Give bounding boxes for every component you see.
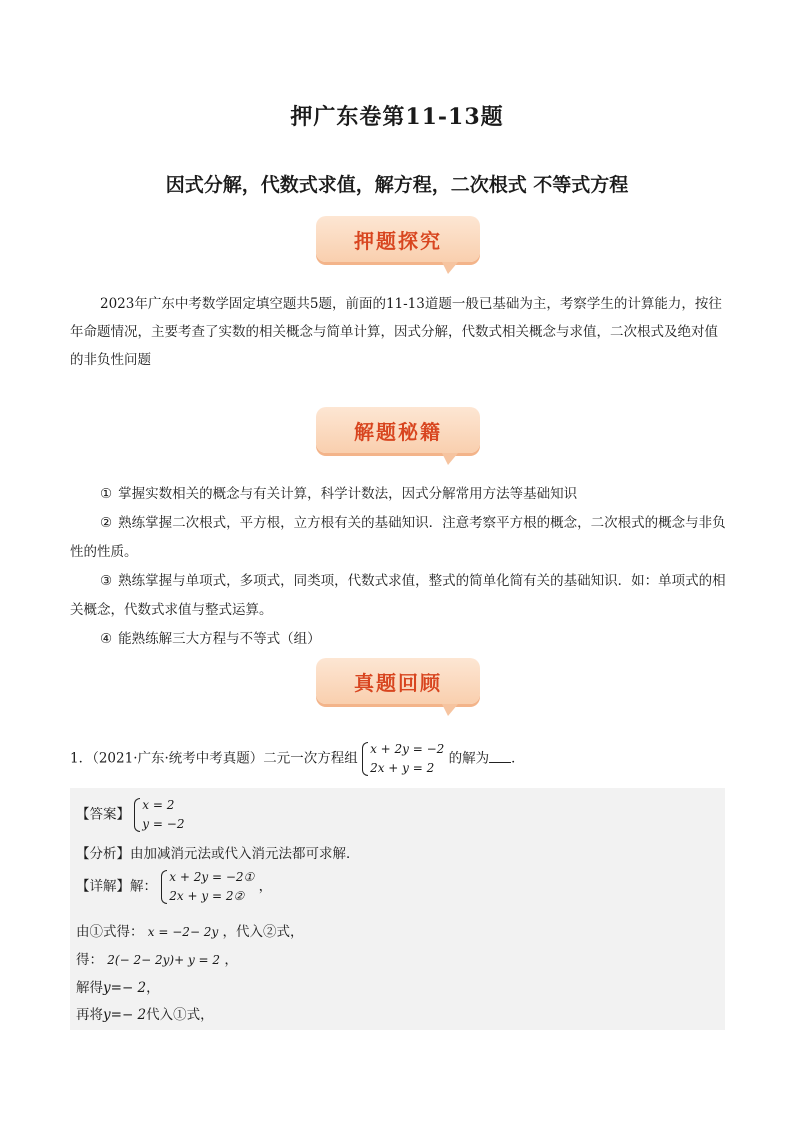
analysis-tag: 【分析】 (76, 846, 130, 862)
answer-line (76, 796, 184, 834)
detail-line (76, 868, 272, 906)
step-line (76, 948, 238, 968)
step-text: ， (146, 980, 160, 996)
tip-item (70, 509, 726, 567)
step-math: y=− 2 (103, 1007, 147, 1023)
equation-line: 2x + y = 2 (370, 761, 435, 775)
question-prefix: 1．（2021·广东·统考中考真题）二元一次方程组 (70, 750, 358, 767)
step-text: ， (224, 952, 238, 968)
page-title: 押广东卷第11-13题 (290, 104, 504, 130)
detail-prefix: 解： (130, 878, 157, 895)
tip-text: 熟练掌握与单项式，多项式，同类项，代数式求值，整式的简单化简有关的基础知识．如：单项式的相关概念，代数式求值与整式运算。 (70, 573, 726, 618)
answer-system (134, 796, 184, 834)
step-text: 解得 (76, 980, 103, 996)
banner-explore (316, 216, 480, 262)
banner-tail (442, 262, 458, 274)
tip-item (70, 625, 726, 654)
answer-blank (489, 762, 511, 763)
tip-text: 能熟练解三大方程与不等式（组） (118, 631, 321, 647)
step-line (76, 920, 304, 940)
answer-eq: y = −2 (142, 817, 185, 831)
analysis-line (76, 842, 360, 862)
step-text: ，代入②式， (222, 924, 304, 940)
banner-tail (442, 453, 458, 465)
tip-number: ① (100, 486, 113, 502)
answer-section (70, 788, 725, 1030)
banner-secrets (316, 407, 480, 453)
page-subtitle: 因式分解，代数式求值，解方程，二次根式 不等式方程 (165, 174, 629, 196)
equation-line: x + 2y = −2 (370, 742, 445, 756)
detail-system (161, 868, 254, 906)
question-end: ． (511, 750, 525, 767)
banner-review (316, 658, 480, 704)
answer-eq: x = 2 (142, 798, 175, 812)
detail-eq: x + 2y = −2① (169, 870, 255, 884)
tip-number: ③ (100, 573, 113, 589)
answer-tag: 【答案】 (76, 806, 130, 823)
intro-paragraph: 2023年广东中考数学固定填空题共5题，前面的11-13道题一般已基础为主，考察学生的计算能力，按往年命题情况，主要考查了实数的相关概念与简单计算，因式分解，代数式相关概念与求值，二次根式及绝对值的非负性问题 (70, 296, 722, 368)
step-line (76, 976, 160, 996)
banner-explore-label: 押题探究 (354, 228, 442, 253)
step-math: y=− 2 (103, 980, 147, 996)
banner-review-label: 真题回顾 (354, 670, 442, 695)
step-math: 2(− 2− 2y)+ y = 2 (107, 953, 221, 967)
detail-tag: 【详解】 (76, 878, 130, 895)
tip-number: ② (100, 515, 113, 531)
step-text: 由①式得： (76, 924, 144, 940)
detail-suffix: ， (258, 878, 273, 895)
question-suffix: 的解为 (448, 750, 490, 767)
tip-item (70, 567, 726, 625)
step-math: x = −2− 2y (147, 925, 219, 939)
detail-eq: 2x + y = 2② (169, 889, 245, 903)
banner-secrets-label: 解题秘籍 (354, 419, 442, 444)
question-1 (70, 740, 726, 778)
tip-text: 熟练掌握二次根式，平方根，立方根有关的基础知识．注意考察平方根的概念，二次根式的概念与非负性的性质。 (70, 515, 726, 560)
equation-system (362, 740, 444, 778)
step-text: 代入①式， (146, 1007, 214, 1023)
tip-item (70, 480, 726, 509)
step-text: 得： (76, 952, 103, 968)
step-line (76, 1003, 214, 1023)
tip-number: ④ (100, 631, 113, 647)
step-text: 再将 (76, 1007, 103, 1023)
analysis-text: 由加减消元法或代入消元法都可求解． (130, 846, 360, 862)
banner-tail (442, 704, 458, 716)
tip-text: 掌握实数相关的概念与有关计算，科学计数法，因式分解常用方法等基础知识 (118, 486, 578, 502)
